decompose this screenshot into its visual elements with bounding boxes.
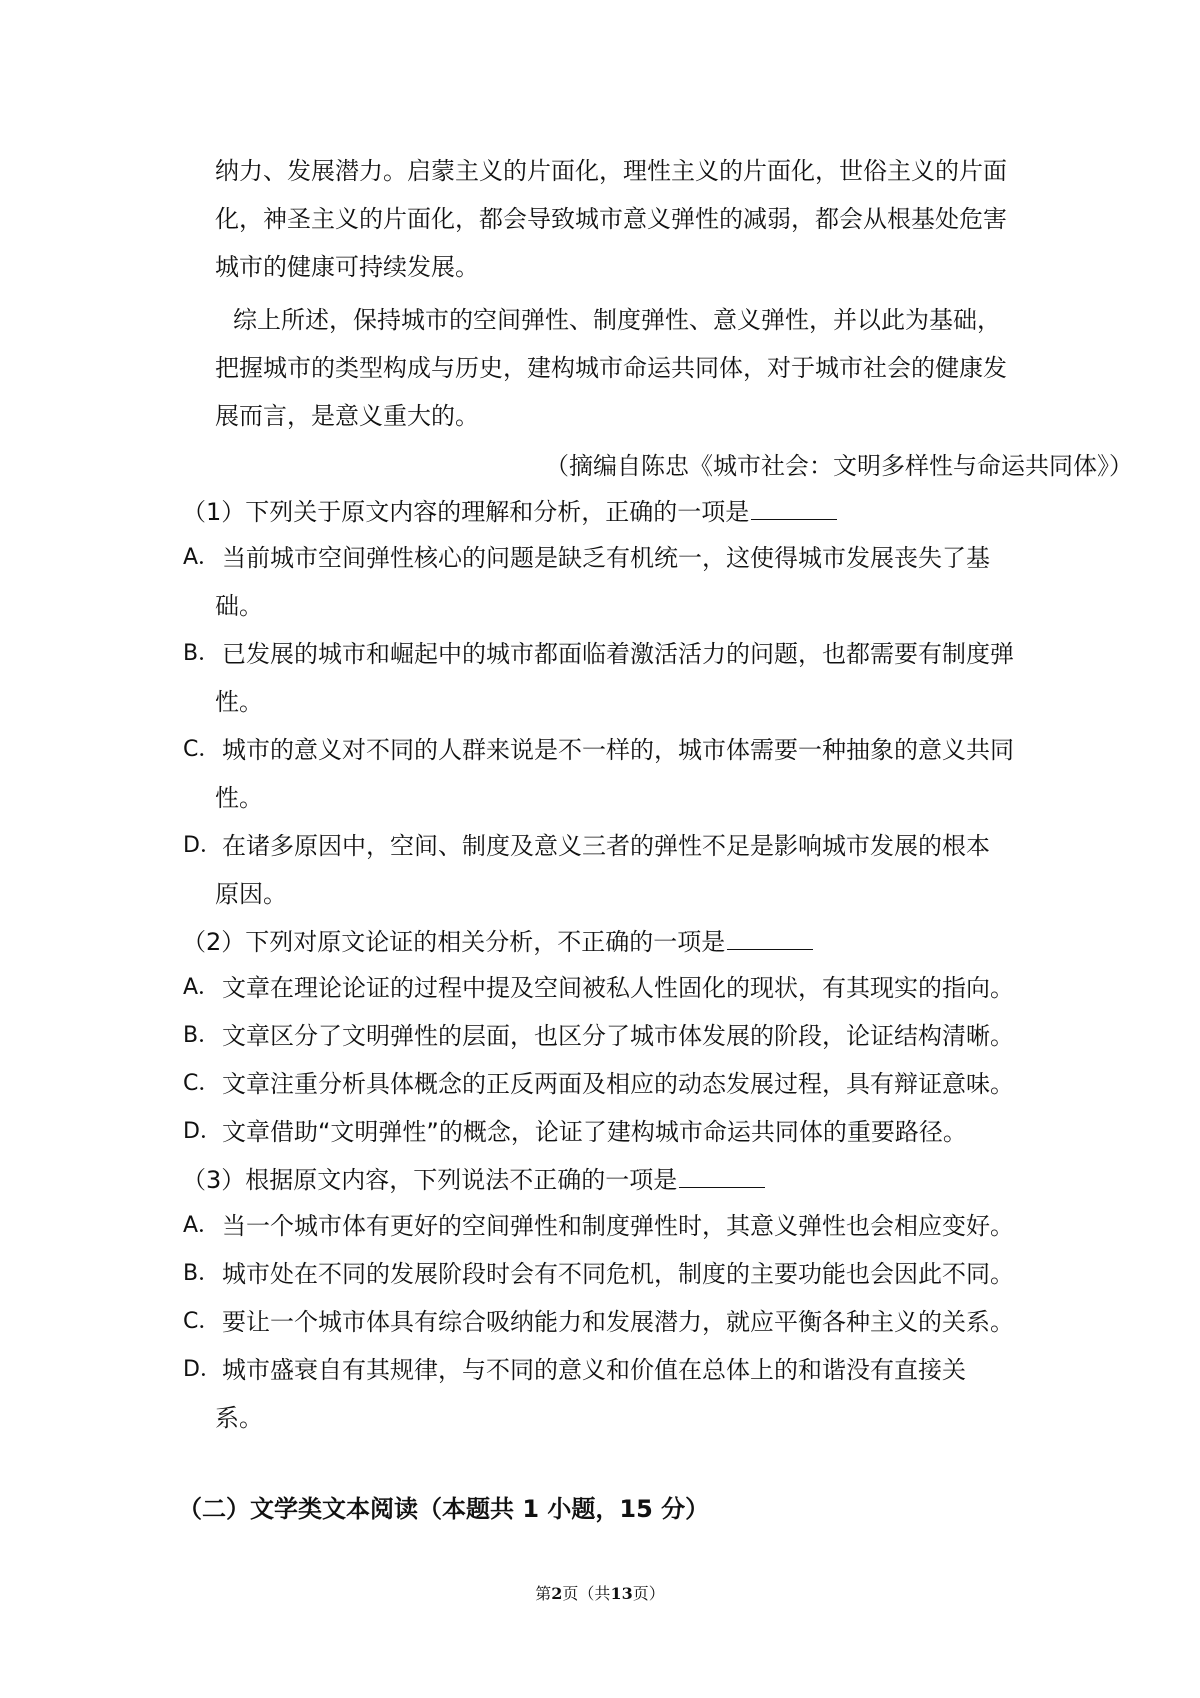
q3-option-b-label: B． bbox=[183, 1261, 221, 1286]
q2-option-c-label: C． bbox=[183, 1071, 221, 1096]
summary-line-3: 展而言，是意义重大的。 bbox=[215, 402, 479, 430]
q2-option-d-label: D． bbox=[183, 1119, 222, 1144]
q1-option-b-label: B． bbox=[183, 641, 221, 666]
q3-option-d-line-1: 城市盛衰自有其规律，与不同的意义和价值在总体上的和谐没有直接关 bbox=[222, 1356, 966, 1384]
q3-option-c-label: C． bbox=[183, 1309, 221, 1334]
q3-option-d-line-2: 系。 bbox=[215, 1404, 263, 1432]
answer-blank bbox=[679, 1163, 765, 1188]
q2-option-a-label: A． bbox=[183, 975, 221, 1000]
q1-option-b-line-1: 已发展的城市和崛起中的城市都面临着激活活力的问题，也都需要有制度弹 bbox=[222, 640, 1014, 668]
q2-option-a-line-1: 文章在理论论证的过程中提及空间被私人性固化的现状，有其现实的指向。 bbox=[222, 974, 1014, 1002]
q1-option-a-label: A． bbox=[183, 545, 221, 570]
q1-option-c-line-2: 性。 bbox=[215, 784, 263, 812]
q1-option-d-line-1: 在诸多原因中，空间、制度及意义三者的弹性不足是影响城市发展的根本 bbox=[222, 832, 990, 860]
question-3-stem: （3）根据原文内容，下列说法不正确的一项是 bbox=[182, 1163, 765, 1195]
question-2-stem: （2）下列对原文论证的相关分析，不正确的一项是 bbox=[182, 925, 813, 957]
answer-blank bbox=[727, 925, 813, 950]
answer-blank bbox=[751, 495, 837, 520]
total-page-count: 13 bbox=[610, 1584, 633, 1603]
footer-prefix: 第 bbox=[535, 1584, 552, 1603]
q3-option-b-line-1: 城市处在不同的发展阶段时会有不同危机，制度的主要功能也会因此不同。 bbox=[222, 1260, 1014, 1288]
q1-option-c-label: C． bbox=[183, 737, 221, 762]
summary-line-2: 把握城市的类型构成与历史，建构城市命运共同体，对于城市社会的健康发 bbox=[215, 354, 1007, 382]
q3-option-c-line-1: 要让一个城市体具有综合吸纳能力和发展潜力，就应平衡各种主义的关系。 bbox=[222, 1308, 1014, 1336]
section-title: （二）文学类文本阅读（本题共 1 小题，15 分） bbox=[178, 1495, 710, 1523]
q1-option-a-line-2: 础。 bbox=[215, 592, 263, 620]
intro-line-3: 城市的健康可持续发展。 bbox=[215, 253, 479, 281]
question-1-stem: （1）下列关于原文内容的理解和分析，正确的一项是 bbox=[182, 495, 837, 527]
footer-mid: 页（共 bbox=[562, 1584, 611, 1603]
q1-option-b-line-2: 性。 bbox=[215, 688, 263, 716]
q1-option-a-line-1: 当前城市空间弹性核心的问题是缺乏有机统一，这使得城市发展丧失了基 bbox=[222, 544, 990, 572]
q2-option-b-label: B． bbox=[183, 1023, 221, 1048]
q3-option-a-line-1: 当一个城市体有更好的空间弹性和制度弹性时，其意义弹性也会相应变好。 bbox=[222, 1212, 1014, 1240]
q1-option-d-line-2: 原因。 bbox=[215, 880, 287, 908]
q1-option-d-label: D． bbox=[183, 833, 222, 858]
q1-option-c-line-1: 城市的意义对不同的人群来说是不一样的，城市体需要一种抽象的意义共同 bbox=[222, 736, 1014, 764]
q3-option-d-label: D． bbox=[183, 1357, 222, 1382]
q2-option-b-line-1: 文章区分了文明弹性的层面，也区分了城市体发展的阶段，论证结构清晰。 bbox=[222, 1022, 1014, 1050]
intro-line-1: 纳力、发展潜力。启蒙主义的片面化，理性主义的片面化，世俗主义的片面 bbox=[215, 157, 1007, 185]
intro-line-2: 化，神圣主义的片面化，都会导致城市意义弹性的减弱，都会从根基处危害 bbox=[215, 205, 1007, 233]
summary-line-1: 综上所述，保持城市的空间弹性、制度弹性、意义弹性，并以此为基础， bbox=[233, 306, 1001, 334]
page-footer bbox=[0, 1583, 1200, 1605]
q2-option-d-line-1: 文章借助“文明弹性”的概念，论证了建构城市命运共同体的重要路径。 bbox=[222, 1118, 967, 1146]
q2-option-c-line-1: 文章注重分析具体概念的正反两面及相应的动态发展过程，具有辩证意味。 bbox=[222, 1070, 1014, 1098]
q3-option-a-label: A． bbox=[183, 1213, 221, 1238]
current-page-number: 2 bbox=[551, 1584, 563, 1603]
citation: （摘编自陈忠《城市社会：文明多样性与命运共同体》） bbox=[545, 452, 1133, 480]
footer-suffix: 页） bbox=[632, 1584, 665, 1603]
